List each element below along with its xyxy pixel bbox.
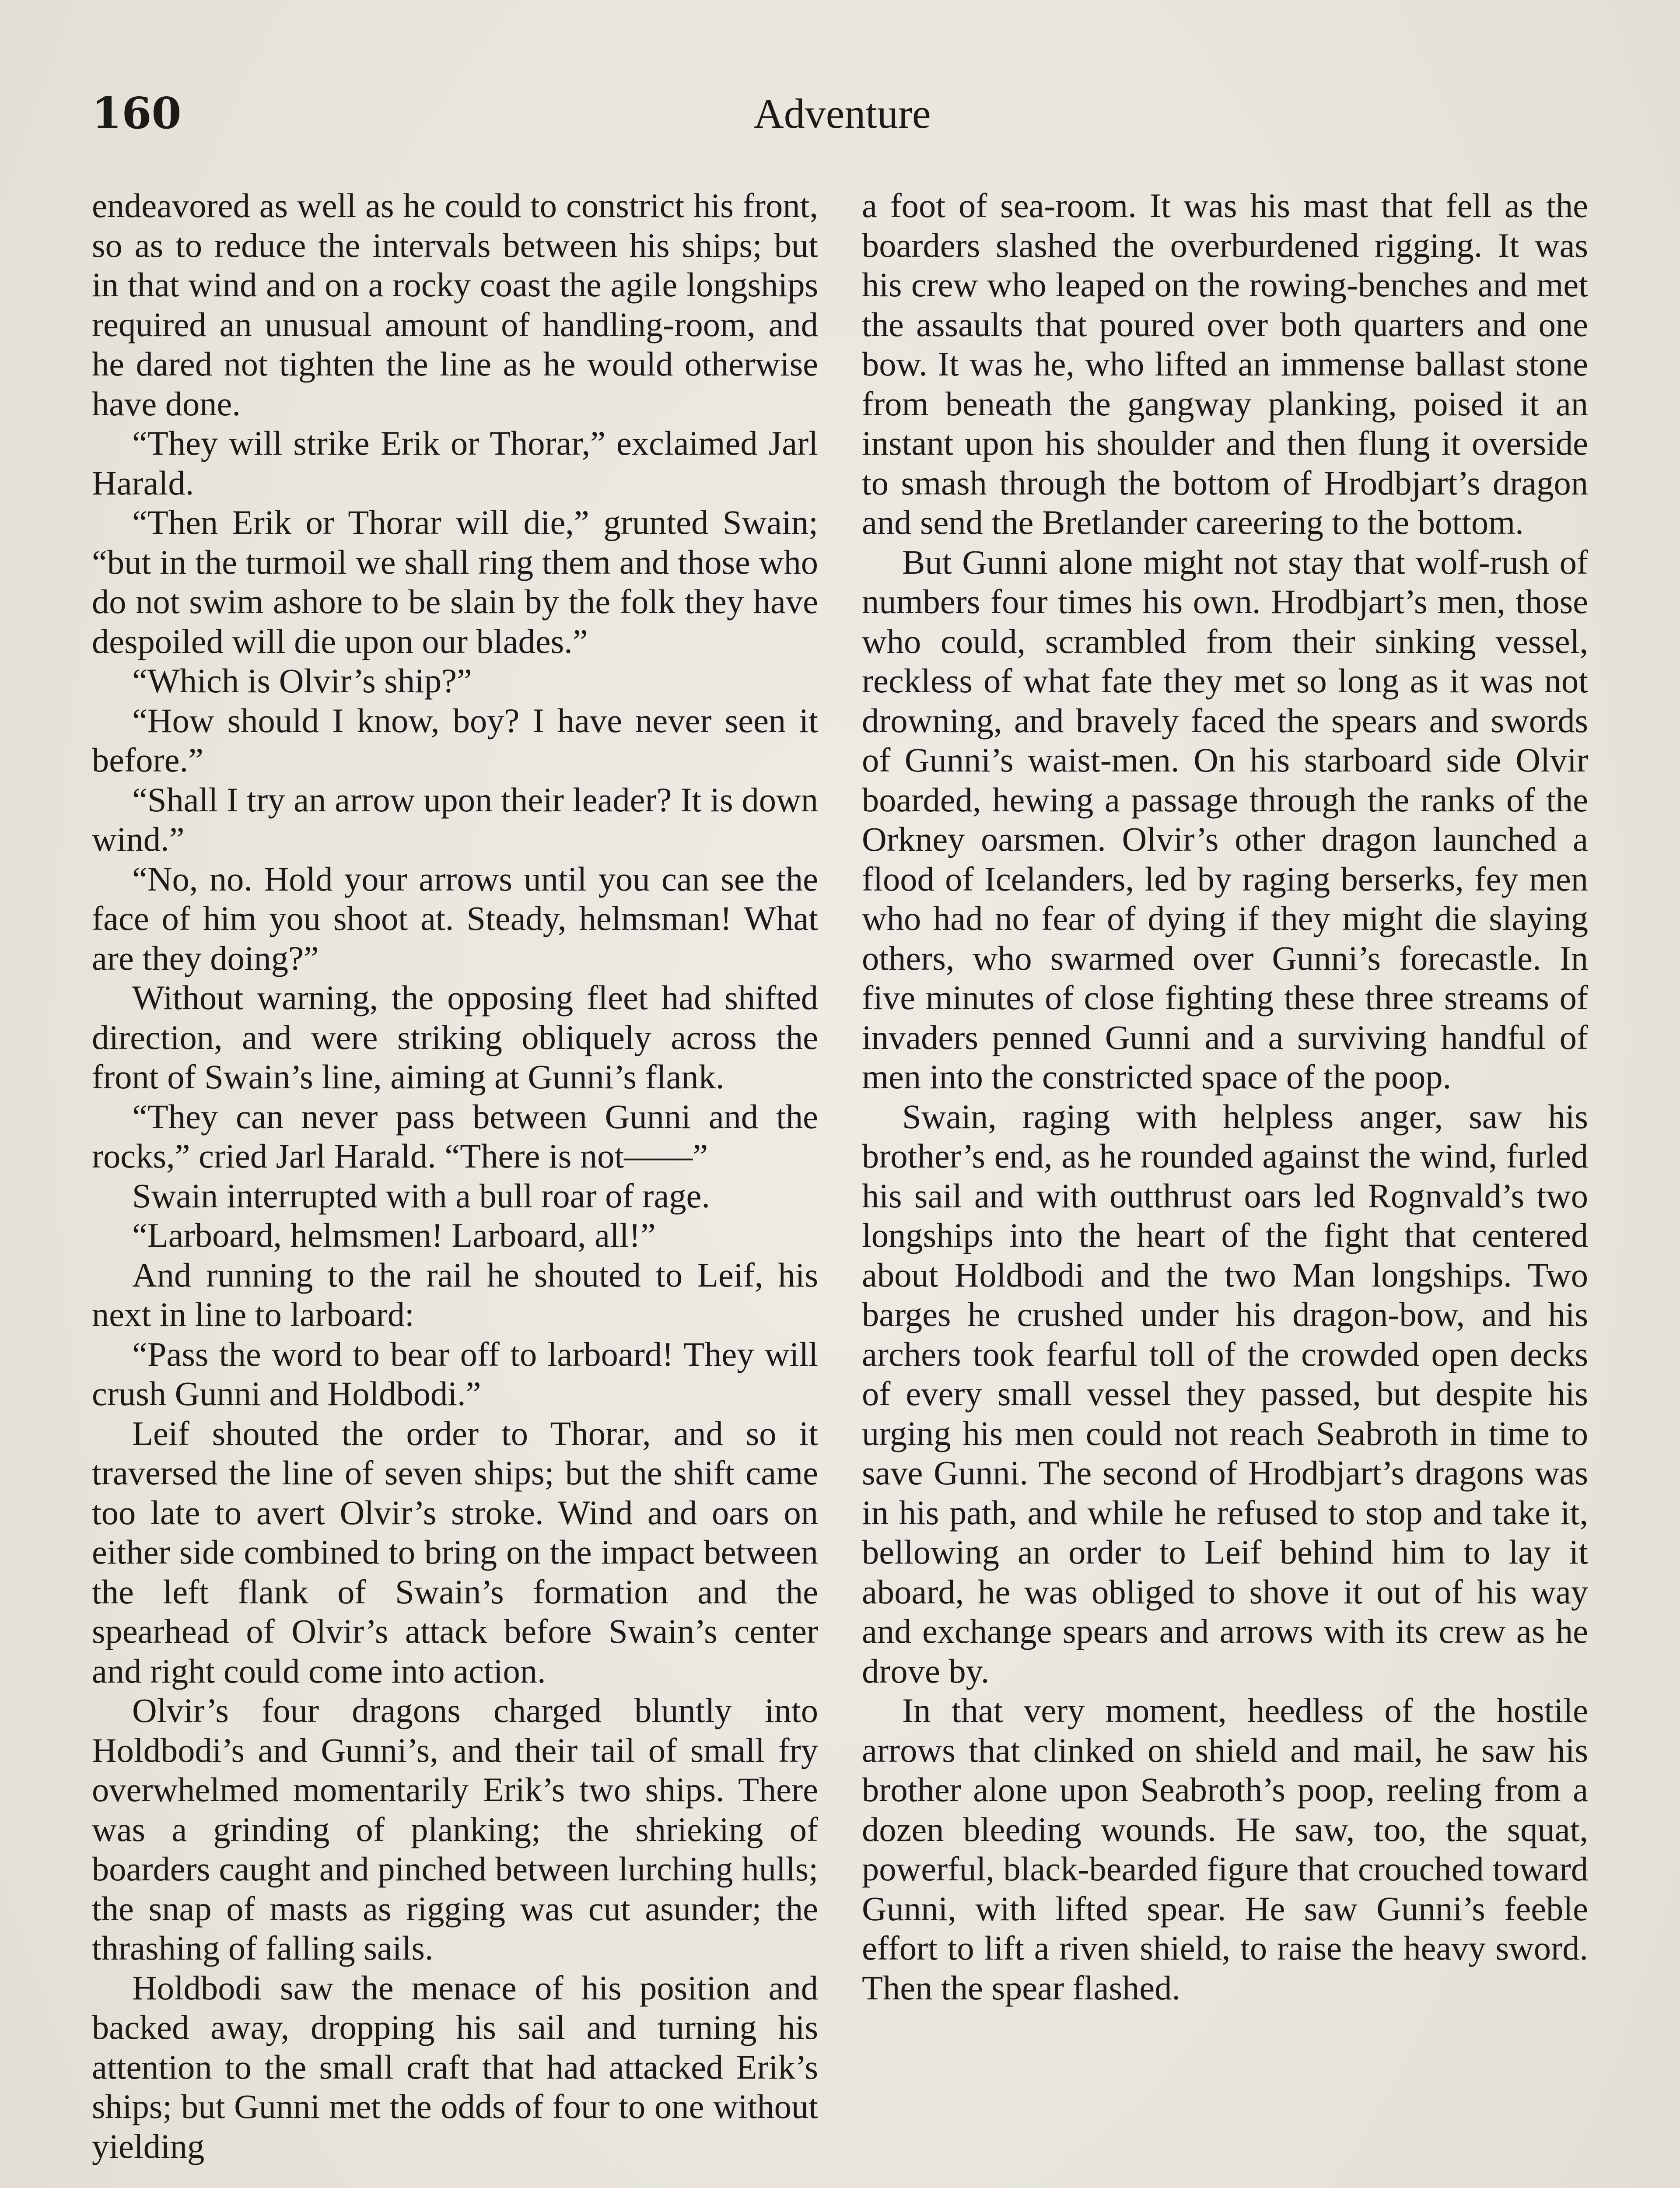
right-column xyxy=(862,186,1588,2008)
paragraph: “No, no. Hold your arrows until you can see the face of him you shoot at. Steady, helmsman! What are they doing?” xyxy=(92,859,818,977)
paragraph: Without warning, the opposing fleet had shifted direction, and were striking obliquely across the front of Swain’s line, aiming at Gunni’s flank. xyxy=(92,978,818,1096)
page-header xyxy=(92,83,1592,144)
paragraph: “They can never pass between Gunni and the rocks,” cried Jarl Harald. “There is not——” xyxy=(92,1097,818,1175)
paragraph: “Then Erik or Thorar will die,” grunted Swain; “but in the turmoil we shall ring them and those who do not swim ashore to be slain by the folk they have despoiled will die upon our blades.” xyxy=(92,503,818,660)
page-number: 160 xyxy=(92,88,182,139)
paragraph: “How should I know, boy? I have never seen it before.” xyxy=(92,701,818,779)
paragraph: endeavored as well as he could to constrict his front, so as to reduce the intervals between his ships; but in that wind and on a rocky coast the agile longships required an unusual amount of handling-room, and he dared not tighten the line as he would otherwise have done. xyxy=(92,186,818,423)
paragraph: In that very moment, heedless of the hostile arrows that clinked on shield and mail, he saw his brother alone upon Seabroth’s poop, reeling from a dozen bleeding wounds. He saw, too, the squat, powerful, black-bearded figure that crouched toward Gunni, with lifted spear. He saw Gunni’s feeble effort to lift a riven shield, to raise the heavy sword. Then the spear flashed. xyxy=(862,1691,1588,2007)
left-column xyxy=(92,186,818,2166)
paragraph: “Shall I try an arrow upon their leader? It is down wind.” xyxy=(92,780,818,858)
paragraph: Leif shouted the order to Thorar, and so it traversed the line of seven ships; but the shift came too late to avert Olvir’s stroke. Wind and oars on either side combined to bring on the impact between the left flank of Swain’s formation and the spearhead of Olvir’s attack before Swain’s center and right could come into action. xyxy=(92,1414,818,1690)
paragraph: “Which is Olvir’s ship?” xyxy=(132,662,472,700)
paragraph: “They will strike Erik or Thorar,” exclaimed Jarl Harald. xyxy=(92,424,818,502)
paragraph: Swain, raging with helpless anger, saw his brother’s end, as he rounded against the wind, furled his sail and with outthrust oars led Rognvald’s two longships into the heart of the fight that centered about Holdbodi and the two Man longships. Two barges he crushed under his dragon-bow, and his archers took fearful toll of the crowded open decks of every small vessel they passed, but despite his urging his men could not reach Seabroth in time to save Gunni. The second of Hrodbjart’s dragons was in his path, and while he refused to stop and take it, bellowing an order to Leif behind him to lay it aboard, he was obliged to shove it out of his way and exchange spears and arrows with its crew as he drove by. xyxy=(862,1097,1588,1690)
paragraph: And running to the rail he shouted to Leif, his next in line to larboard: xyxy=(92,1255,818,1333)
paragraph: Swain interrupted with a bull roar of rage. xyxy=(132,1176,710,1215)
paragraph: a foot of sea-room. It was his mast that fell as the boarders slashed the overburdened rigging. It was his crew who leaped on the rowing-benches and met the assaults that poured over both quarters and one bow. It was he, who lifted an immense ballast stone from beneath the gangway planking, poised it an instant upon his shoulder and then flung it overside to smash through the bottom of Hrodbjart’s dragon and send the Bretlander careering to the bottom. xyxy=(862,186,1588,541)
paragraph: “Pass the word to bear off to larboard! They will crush Gunni and Holdbodi.” xyxy=(92,1335,818,1413)
paragraph: “Larboard, helmsmen! Larboard, all!” xyxy=(132,1216,656,1254)
paragraph: Holdbodi saw the menace of his position and backed away, dropping his sail and turning his attention to the small craft that had attacked Erik’s ships; but Gunni met the odds of four to one without yielding xyxy=(92,1968,818,2165)
paragraph: But Gunni alone might not stay that wolf-rush of numbers four times his own. Hrodbjart’s men, those who could, scrambled from their sinking vessel, reckless of what fate they met so long as it was not drowning, and bravely faced the spears and swords of Gunni’s waist-men. On his starboard side Olvir boarded, hewing a passage through the ranks of the Orkney oarsmen. Olvir’s other dragon launched a flood of Icelanders, led by raging berserks, fey men who had no fear of dying if they might die slaying others, who swarmed over Gunni’s forecastle. In five minutes of close fighting these three streams of invaders penned Gunni and a surviving handful of men into the constricted space of the poop. xyxy=(862,543,1588,1096)
paragraph: Olvir’s four dragons charged bluntly into Holdbodi’s and Gunni’s, and their tail of small fry overwhelmed momentarily Erik’s two ships. There was a grinding of planking; the shrieking of boarders caught and pinched between lurching hulls; the snap of masts as rigging was cut asunder; the thrashing of falling sails. xyxy=(92,1691,818,1967)
running-head-title: Adventure xyxy=(753,90,931,137)
